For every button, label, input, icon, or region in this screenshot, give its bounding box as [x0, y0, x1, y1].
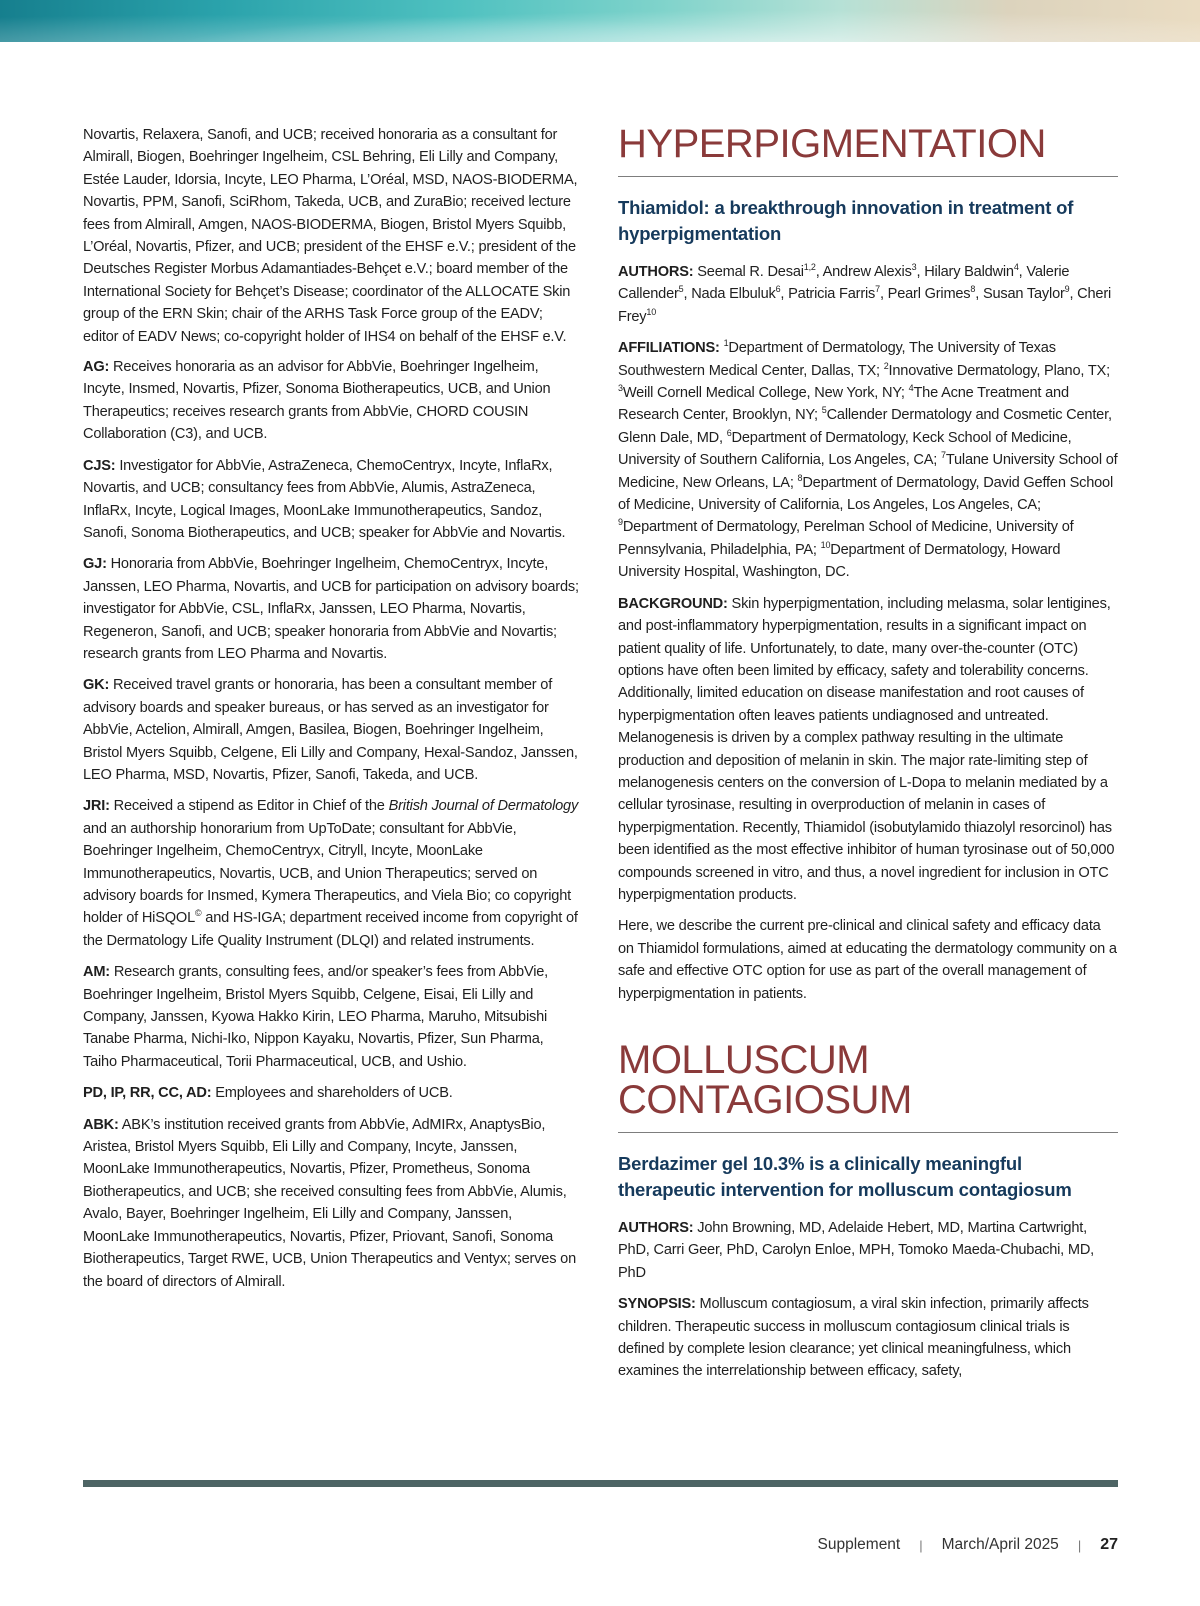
author-sup: 4	[1013, 262, 1019, 273]
disclosure-label: AG:	[83, 359, 110, 376]
disclosure-abk	[83, 1114, 579, 1293]
disclosure-label: GK:	[83, 677, 110, 694]
affil-sup: 6	[726, 427, 732, 438]
affil-sup: 8	[797, 472, 803, 483]
author-name: , Pearl Grimes	[879, 286, 971, 303]
affil-sup: 9	[618, 517, 623, 528]
authors	[618, 261, 1118, 328]
article-title: Berdazimer gel 10.3% is a clinically meaningful therapeutic intervention for molluscum contagiosum	[618, 1153, 1072, 1200]
heading-line: CONTAGIOSUM	[618, 1078, 912, 1122]
footer-rule	[83, 1480, 1118, 1487]
header-banner	[0, 0, 1200, 42]
author-name: , Valerie Callender	[618, 264, 1070, 303]
disclosure-text: and HS-IGA; department received income from copyright of the Dermatology Life Quality Instrument (DLQI) and related instruments.	[83, 910, 578, 949]
disclosure-gj	[83, 553, 579, 665]
affil-text: Weill Cornell Medical College, New York, NY;	[622, 385, 909, 402]
author-sup: 10	[646, 306, 657, 317]
disclosure-am	[83, 961, 579, 1073]
banner-texture	[0, 0, 1200, 42]
disclosure-text: Received travel grants or honoraria, has been a consultant member of advisory boards and speaker bureaus, or has served as an investigator for AbbVie, Actelion, Almirall, Amgen, Basilea, Biogen, Boehringer Ingelheim, Bristol Myers Squibb, Celgene, Eli Lilly and Company, Hexal-Sandoz, Janssen, LEO Pharma, MSD, Novartis, Pfizer, Sanofi, Takeda, and UCB.	[83, 677, 578, 783]
footer-separator: |	[919, 1537, 923, 1553]
background-text: Skin hyperpigmentation, including melasma, solar lentigines, and post-inflammatory hyperpigmentation, results in a significant impact on patient quality of life. Unfortunately, to date, many over-the-counter (OTC) options have often been limited by efficacy, safety and tolerability concerns. Additionally, limited education on disease manifestation and root causes of hyperpigmentation often leaves patients undiagnosed and untreated. Melanogenesis is driven by a complex pathway resulting in the ultimate production and deposition of melanin in skin. The major rate-limiting step of melanogenesis centers on the conversion of L-Dopa to melanin mediated by a cellular tyrosinase, resulting in overproduction of melanin in cases of hyperpigmentation. Recently, Thiamidol (isobutylamido thiazolyl resorcinol) has been identified as the most effective inhibitor of human tyrosinase out of 50,000 compounds screened in vitro, and thus, a novel ingredient for inclusion in OTC hyperpigmentation products.	[618, 595, 1115, 903]
author-sup: 3	[911, 262, 917, 273]
author-sup: 1,2	[803, 262, 816, 273]
affil-text: Department of Dermatology, The University of Texas Southwestern Medical Center, Dallas, TX;	[618, 340, 1056, 379]
affil-text: Department of Dermatology, Keck School of Medicine, University of Southern California, Los Angeles, CA;	[618, 429, 1072, 469]
disclosure-label: AM:	[83, 964, 110, 981]
author-sup: 5	[678, 284, 684, 295]
disclosure-text: ABK’s institution received grants from AbbVie, AdMIRx, AnaptysBio, Aristea, Bristol Myers Squibb, Eli Lilly and Company, Incyte, Janssen, MoonLake Immunotherapeutics, Novartis, Pfizer, Prometheus, Sonoma Biotherapeutics, and UCB; she received consulting fees from AbbVie, Alumis, Avalo, Bayer, Boehringer Ingelheim, Eli Lilly and Company, Janssen, MoonLake Immunotherapeutics, Novartis, Pfizer, Priovant, Sanofi, Sonoma Biotherapeutics, Target RWE, UCB, Union Therapeutics and Ventyx; serves on the board of directors of Almirall.	[83, 1116, 577, 1290]
page-footer	[818, 1536, 1118, 1554]
affil-sup: 10	[820, 540, 831, 551]
affiliations	[618, 337, 1118, 583]
synopsis	[618, 1293, 1118, 1383]
author-name: Seemal R. Desai	[693, 264, 804, 280]
authors-label: AUTHORS:	[618, 1220, 694, 1236]
disclosure-text: Research grants, consulting fees, and/or speaker’s fees from AbbVie, Boehringer Ingelheim, Bristol Myers Squibb, Celgene, Eisai, Eli Lilly and Company, Janssen, Kyowa Hakko Kirin, LEO Pharma, Maruho, Mitsubishi Tanabe Pharma, Nichi-Iko, Nippon Kayaku, Novartis, Pfizer, Sun Pharma, Taiho Pharmaceutical, Torii Pharmaceutical, UCB, and Ushio.	[83, 964, 549, 1070]
disclosure-gk	[83, 674, 579, 786]
author-name: , Nada Elbuluk	[683, 286, 776, 303]
author-name: , Hilary Baldwin	[916, 264, 1014, 280]
author-sup: 7	[875, 284, 880, 295]
publication-name: Supplement	[817, 1536, 901, 1553]
disclosure-label: PD, IP, RR, CC, AD:	[83, 1085, 212, 1102]
affil-text: Department of Dermatology, Howard University Hospital, Washington, DC.	[618, 541, 1061, 581]
section-spacer	[618, 1014, 1118, 1040]
closing-paragraph: Here, we describe the current pre-clinical and clinical safety and efficacy data on Thiamidol formulations, aimed at educating the dermatology community on a safe and effective OTC option for use as part of the overall management of hyperpigmentation in patients.	[618, 918, 1117, 1002]
author-sup: 8	[970, 284, 976, 295]
disclosure-intro: Novartis, Relaxera, Sanofi, and UCB; received honoraria as a consultant for Almirall, Biogen, Boehringer Ingelheim, CSL Behring, Eli Lilly and Company, Estée Lauder, Idorsia, Incyte, LEO Pharma, L’Oréal, MSD, NAOS-BIODERMA, Novartis, PPM, Sanofi, SciRhom, Takeda, UCB, and ZuraBio; received lecture fees from Almirall, Amgen, NAOS-BIODERMA, Biogen, Bristol Myers Squibb, L’Oréal, Novartis, Pfizer, and UCB; president of the EHSF e.V.; president of the Deutsches Register Morbus Adamantiades-Behçet e.V.; board member of the International Society for Behçet’s Disease; coordinator of the ALLOCATE Skin group of the ERN Skin; chair of the ARHS Task Force group of the EADV; editor of EADV News; co-copyright holder of IHS4 on behalf of the EHSF e.V.	[83, 127, 578, 345]
author-sup: 6	[775, 284, 781, 295]
journal-name: British Journal of Dermatology	[388, 798, 579, 815]
right-column	[618, 124, 1118, 1392]
disclosure-text: Honoraria from AbbVie, Boehringer Ingelheim, ChemoCentryx, Incyte, Janssen, LEO Pharma, Novartis, and UCB for participation on advisory boards; investigator for AbbVie, CSL, InflaRx, Janssen, LEO Pharma, Novartis, Regeneron, Sanofi, and UCB; speaker honoraria from AbbVie and Novartis; research grants from LEO Pharma and Novartis.	[83, 556, 579, 662]
disclosure-text: Received a stipend as Editor in Chief of the	[113, 798, 389, 815]
authors-label: AUTHORS:	[618, 264, 694, 280]
affil-text: Callender Dermatology and Cosmetic Center, Glenn Dale, MD,	[618, 407, 1112, 446]
affil-text: Innovative Dermatology, Plano, TX;	[888, 362, 1110, 379]
disclosure-text: Employees and shareholders of UCB.	[215, 1085, 453, 1102]
affil-sup: 2	[883, 360, 889, 371]
author-name: , Patricia Farris	[780, 286, 876, 303]
disclosure-label: CJS:	[83, 457, 116, 474]
affil-text: Department of Dermatology, David Geffen School of Medicine, University of California, Los Angeles, Los Angeles, CA;	[618, 474, 1114, 514]
disclosure-label: ABK:	[83, 1116, 119, 1133]
author-sup: 9	[1064, 284, 1070, 295]
copyright-mark: ©	[194, 908, 202, 919]
article-title: Thiamidol: a breakthrough innovation in treatment of hyperpigmentation	[618, 197, 1074, 244]
disclosure-text: Investigator for AbbVie, AstraZeneca, ChemoCentryx, Incyte, InflaRx, Novartis, and UCB; consultancy fees from AbbVie, Alumis, AstraZeneca, InflaRx, Incyte, Logical Images, MoonLake Immunotherapeutics, Sandoz, Sanofi, Sonoma Biotherapeutics, and UCB; speaker for AbbVie and Novartis.	[83, 457, 566, 541]
affil-sup: 5	[821, 405, 827, 416]
section-divider	[618, 176, 1118, 177]
affiliations-label: AFFILIATIONS:	[618, 340, 720, 357]
page-number: 27	[1100, 1536, 1118, 1553]
disclosure-text: Receives honoraria as an advisor for AbbVie, Boehringer Ingelheim, Incyte, Insmed, Novartis, Pfizer, Sonoma Biotherapeutics, UCB, and Union Therapeutics; receives research grants from AbbVie, CHORD COUSIN Collaboration (C3), and UCB.	[83, 359, 551, 443]
section-divider	[618, 1132, 1118, 1133]
section-heading-molluscum	[618, 1040, 1118, 1120]
background-label: BACKGROUND:	[618, 595, 728, 612]
affil-text: Tulane University School of Medicine, New Orleans, LA;	[618, 452, 1118, 491]
footer-separator: |	[1077, 1537, 1082, 1553]
disclosure-ucb	[83, 1082, 579, 1104]
authors	[618, 1217, 1118, 1284]
affil-sup: 4	[908, 383, 914, 394]
synopsis-label: SYNOPSIS:	[618, 1296, 696, 1313]
background	[618, 593, 1118, 907]
author-name: , Cheri Frey	[618, 286, 1112, 325]
affil-text: Department of Dermatology, Perelman School of Medicine, University of Pennsylvania, Philadelphia, PA;	[618, 519, 1074, 558]
disclosure-label: JRI:	[83, 798, 110, 815]
authors-text: John Browning, MD, Adelaide Hebert, MD, Martina Cartwright, PhD, Carri Geer, PhD, Carolyn Enloe, MPH, Tomoko Maeda-Chubachi, MD, PhD	[618, 1220, 1095, 1281]
section-heading-hyperpigmentation: HYPERPIGMENTATION	[618, 122, 1046, 166]
affil-sup: 3	[618, 383, 623, 394]
affil-sup: 1	[723, 338, 729, 349]
synopsis-text: Molluscum contagiosum, a viral skin infection, primarily affects children. Therapeutic success in molluscum contagiosum clinical trials is defined by complete lesion clearance; yet clinical meaningfulness, which examines the interrelationship between efficacy, safety,	[618, 1296, 1089, 1380]
disclosure-label: GJ:	[83, 556, 107, 573]
issue-date: March/April 2025	[941, 1536, 1059, 1553]
author-name: , Andrew Alexis	[815, 264, 912, 280]
affil-text: The Acne Treatment and Research Center, Brooklyn, NY;	[618, 385, 1069, 424]
disclosure-text: and an authorship honorarium from UpToDate; consultant for AbbVie, Boehringer Ingelheim, ChemoCentryx, Citryll, Incyte, MoonLake Immunotherapeutics, Novartis, UCB, and Union Therapeutics; served on advisory boards for Insmed, Kymera Therapeutics, and Viela Bio; co copyright holder of HiSQOL	[83, 820, 571, 927]
disclosure-cjs	[83, 455, 579, 545]
disclosure-jri	[83, 795, 579, 952]
left-column	[83, 124, 579, 1302]
disclosure-ag	[83, 356, 579, 446]
author-name: , Susan Taylor	[975, 286, 1065, 303]
heading-line: MOLLUSCUM	[618, 1038, 870, 1082]
affil-sup: 7	[941, 450, 946, 461]
